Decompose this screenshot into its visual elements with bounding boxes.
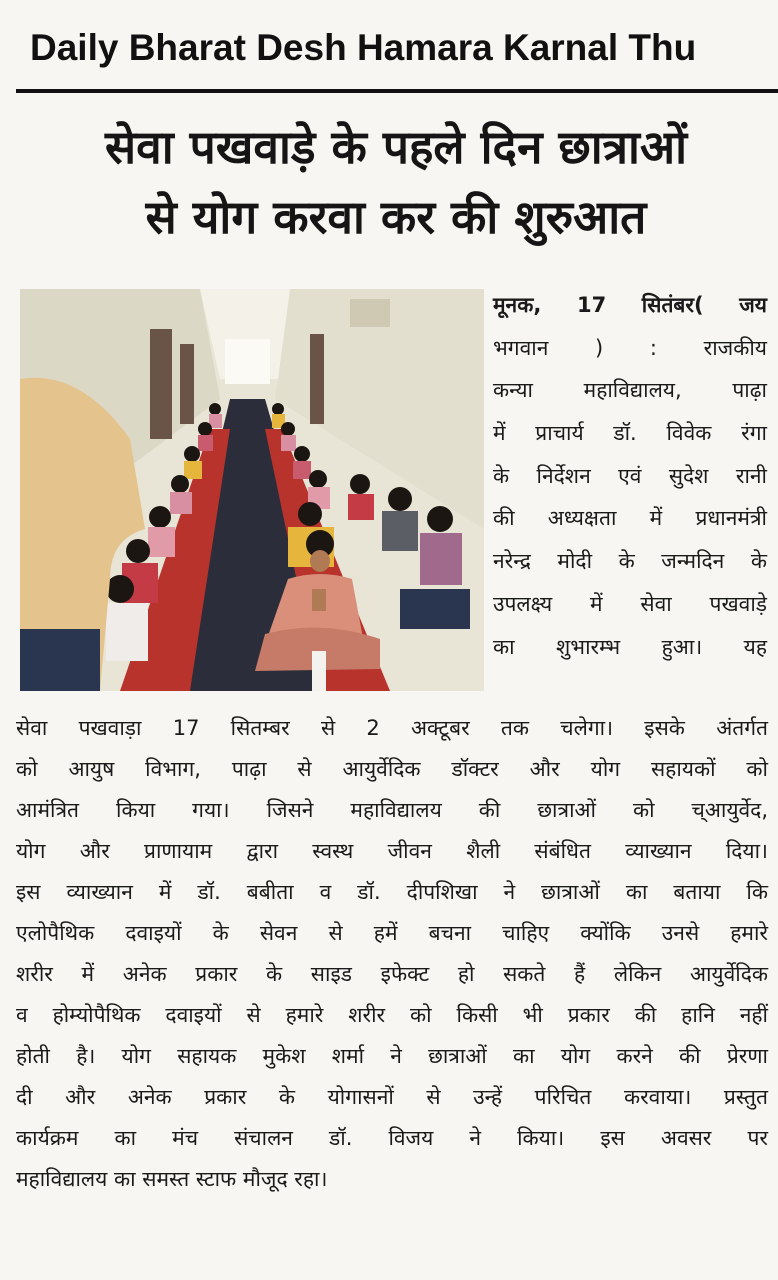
article-text-line: महाविद्यालय का समस्त स्टाफ मौजूद रहा। — [16, 1167, 328, 1191]
article-text-line: सेवा पखवाड़ा 17 सितम्बर से 2 अक्टूबर तक चलेगा। इसके अंतर्गत — [16, 716, 768, 740]
article-text-line: इस व्याख्यान में डॉ. बबीता व डॉ. दीपशिखा ने छात्राओं का बताया कि — [16, 880, 768, 904]
article-text-line: को आयुष विभाग, पाढ़ा से आयुर्वेदिक डॉक्टर और योग सहायकों को — [16, 757, 768, 781]
article-text-line: होती है। योग सहायक मुकेश शर्मा ने छात्राओं का योग करने की प्रेरणा — [16, 1044, 768, 1068]
article-text-line: एलोपैथिक दवाइयों के सेवन से हमें बचना चाहिए क्योंकि उनसे हमारे — [16, 921, 768, 945]
yoga-session-photo — [20, 289, 484, 691]
masthead-rule — [16, 89, 778, 93]
newspaper-masthead: Daily Bharat Desh Hamara Karnal Thu — [30, 27, 697, 68]
article-text-line: भगवान ) : राजकीय — [493, 335, 767, 360]
article-body — [16, 708, 768, 1200]
article-text-line: की अध्यक्षता में प्रधानमंत्री — [493, 506, 767, 531]
article-text-line: का शुभारम्भ हुआ। यह — [493, 634, 767, 659]
article-text-line: आमंत्रित किया गया। जिसने महाविद्यालय की छात्राओं को च्आयुर्वेद, — [16, 798, 768, 822]
article-side-column — [493, 284, 767, 668]
article-text-line: व होम्योपैथिक दवाइयों से हमारे शरीर को किसी भी प्रकार की हानि नहीं — [16, 1003, 768, 1027]
article-text-line: कन्या महाविद्यालय, पाढ़ा — [493, 378, 767, 403]
headline-line-1: सेवा पखवाड़े के पहले दिन छात्राओं — [105, 120, 687, 174]
article-text-line: में प्राचार्य डॉ. विवेक रंगा — [493, 421, 767, 446]
article-text-line: शरीर में अनेक प्रकार के साइड इफेक्ट हो सकते हैं लेकिन आयुर्वेदिक — [16, 962, 768, 986]
article-text-line: उपलक्ष्य में सेवा पखवाड़े — [493, 591, 767, 616]
article-headline — [14, 112, 778, 252]
article-text-line: दी और अनेक प्रकार के योगासनों से उन्हें परिचित करवाया। प्रस्तुत — [16, 1085, 768, 1109]
article-photo — [20, 289, 484, 691]
article-text-line: के निर्देशन एवं सुदेश रानी — [493, 463, 767, 488]
article-text-line: योग और प्राणायाम द्वारा स्वस्थ जीवन शैली संबंधित व्याख्यान दिया। — [16, 839, 768, 863]
headline-line-2: से योग करवा कर की शुरुआत — [145, 190, 647, 244]
article-dateline: मूनक, 17 सितंबर( जय — [493, 293, 767, 317]
article-text-line: कार्यक्रम का मंच संचालन डॉ. विजय ने किया। इस अवसर पर — [16, 1126, 768, 1150]
article-text-line: नरेन्द्र मोदी के जन्मदिन के — [493, 549, 767, 574]
